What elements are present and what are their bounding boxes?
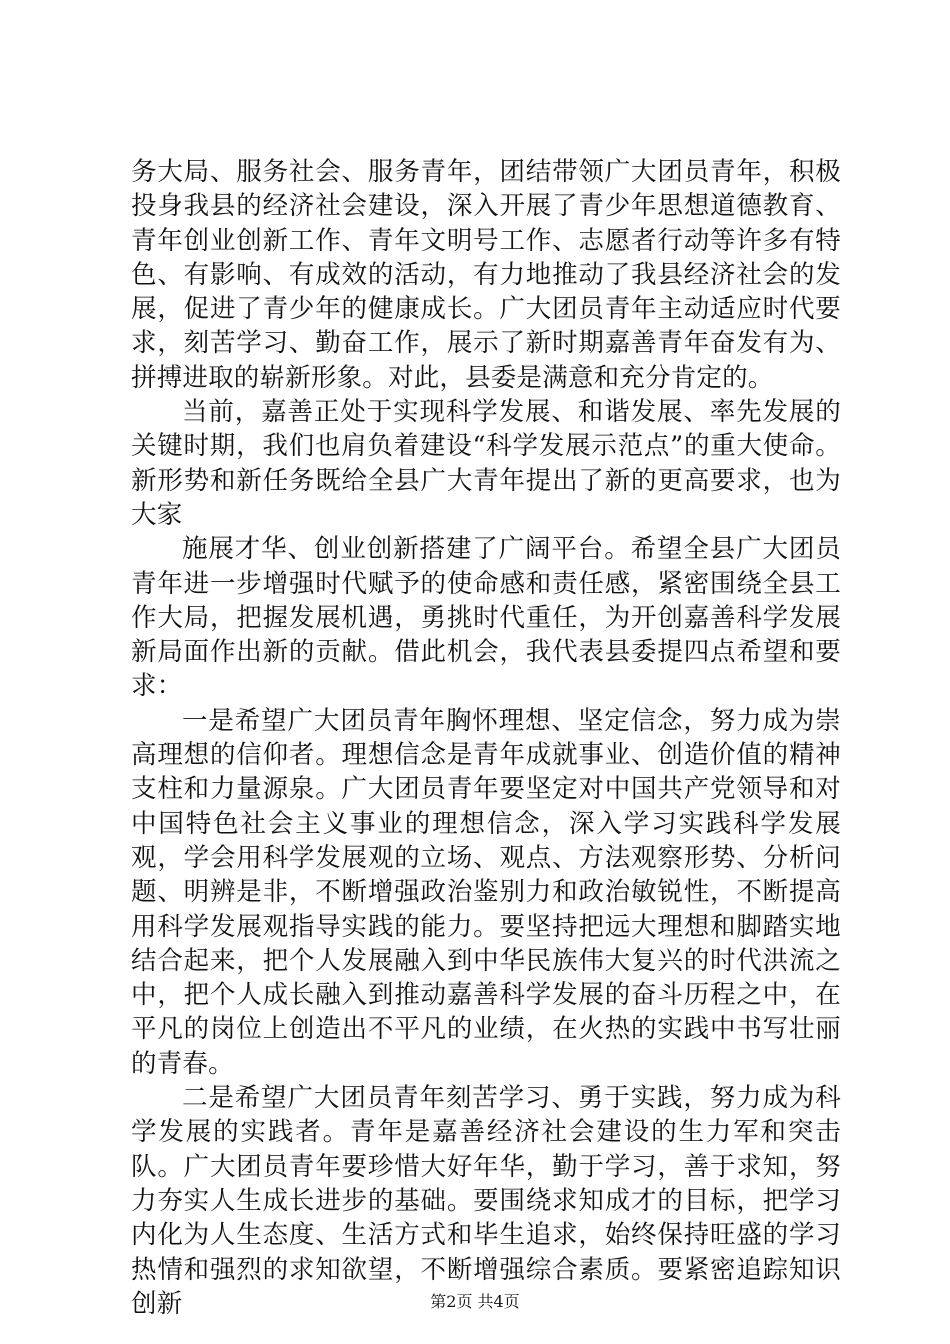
paragraph-platform: 施展才华、创业创新搭建了广阔平台。希望全县广大团员青年进一步增强时代赋予的使命感和责任感，紧密围绕全县工作大局，把握发展机遇，勇挑时代重任，为开创嘉善科学发展新局面作出新的贡献。借此机会，我代表县委提四点希望和要求： — [131, 534, 841, 702]
page-footer: 第2页 共4页 — [430, 1292, 520, 1311]
paragraph-current-period: 当前，嘉善正处于实现科学发展、和谐发展、率先发展的关键时期，我们也肩负着建设“科学发展示范点”的重大使命。新形势和新任务既给全县广大青年提出了新的更高要求，也为大家 — [131, 397, 841, 530]
paragraph-continuation: 务大局、服务社会、服务青年，团结带领广大团员青年，积极投身我县的经济社会建设，深入开展了青少年思想道德教育、青年创业创新工作、青年文明号工作、志愿者行动等许多有特色、有影响、有成效的活动，有力地推动了我县经济社会的发展，促进了青少年的健康成长。广大团员青年主动适应时代要求，刻苦学习、勤奋工作，展示了新时期嘉善青年奋发有为、拼搏进取的崭新形象。对此，县委是满意和充分肯定的。 — [131, 157, 841, 393]
paragraph-hope-one: 一是希望广大团员青年胸怀理想、坚定信念，努力成为崇高理想的信仰者。理想信念是青年成就事业、创造价值的精神支柱和力量源泉。广大团员青年要坚定对中国共产党领导和对中国特色社会主义事业的理想信念，深入学习实践科学发展观，学会用科学发展观的立场、观点、方法观察形势、分析问题、明辨是非，不断增强政治鉴别力和政治敏锐性，不断提高用科学发展观指导实践的能力。要坚持把远大理想和脚踏实地结合起来，把个人发展融入到中华民族伟大复兴的时代洪流之中，把个人成长融入到推动嘉善科学发展的奋斗历程之中，在平凡的岗位上创造出不平凡的业绩，在火热的实践中书写壮丽的青春。 — [131, 705, 841, 1079]
paragraph-hope-two: 二是希望广大团员青年刻苦学习、勇于实践，努力成为科学发展的实践者。青年是嘉善经济社会建设的生力军和突击队。广大团员青年要珍惜大好年华，勤于学习，善于求知，努力夯实人生成长进步的基础。要围绕求知成才的目标，把学习内化为人生态度、生活方式和毕生追求，始终保持旺盛的学习热情和强烈的求知欲望，不断增强综合素质。要紧密追踪知识创新 — [131, 1083, 841, 1319]
document-body — [131, 155, 841, 1321]
